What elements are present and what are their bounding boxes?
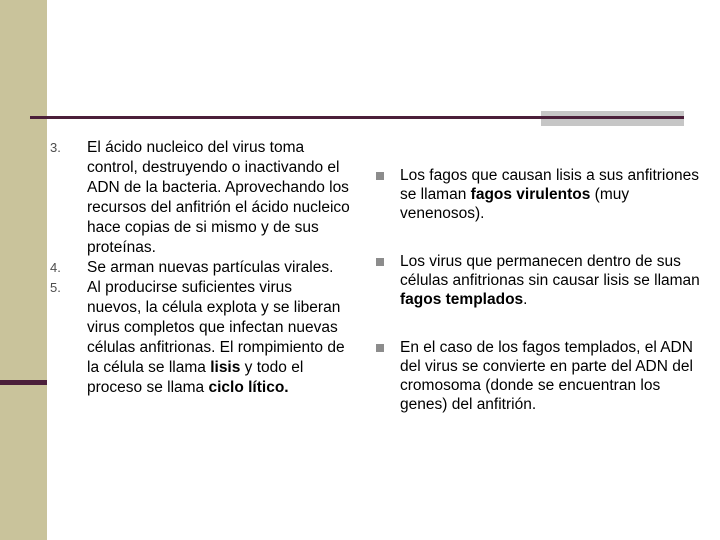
square-bullet-icon [376,258,384,266]
step-text-segment: Al producirse suficientes virus nuevos, la célula explota y se liberan virus completos que infectan nuevas células anfitrionas. El rompimiento de la célula se llama [87,279,345,376]
step-item [50,138,350,258]
step-text-bold-term: ciclo lítico. [208,379,289,396]
step-text-bold-term: lisis [210,359,241,376]
bullet-item [376,166,706,223]
step-text-segment: y todo el proceso se llama [87,359,304,396]
bullet-text [400,338,706,414]
step-text [87,138,350,258]
step-number: 5. [50,280,61,295]
bullet-text-segment: . [523,291,528,308]
step-number: 3. [50,140,61,155]
bullet-text [400,252,706,309]
bullet-text-bold-term: fagos virulentos [470,186,591,203]
step-text [87,278,350,398]
left-decorative-bar [0,0,47,540]
step-item [50,258,350,278]
bullet-text [400,166,706,223]
bullet-item [376,338,706,414]
bullet-text-segment: Los virus que permanecen dentro de sus células anfitrionas sin causar lisis se llaman [400,253,700,289]
numbered-steps-list [50,138,350,398]
step-item [50,278,350,398]
divider-accent-line [541,116,684,119]
bullet-text-segment: En el caso de los fagos templados, el ADN del virus se convierte en parte del ADN del cromosoma (donde se encuentran los genes) del anfitrión. [400,339,693,413]
step-text [87,258,350,278]
bullet-item [376,252,706,309]
square-bullet-icon [376,172,384,180]
step-number: 4. [50,260,61,275]
bullet-text-bold-term: fagos templados [400,291,524,308]
left-bar-accent-line [0,380,47,385]
bullet-text-segment: Los fagos que causan lisis a sus anfitriones se llaman [400,167,699,203]
bullet-facts-list [376,166,706,443]
square-bullet-icon [376,344,384,352]
step-text-segment: El ácido nucleico del virus toma control, destruyendo o inactivando el ADN de la bacteria. Aprovechando los recursos del anfitrión el ácido nucleico hace copias de si mismo y de sus proteínas. [87,139,350,256]
bullet-text-segment: (muy venenosos). [400,186,630,222]
step-text-segment: Se arman nuevas partículas virales. [87,259,334,276]
